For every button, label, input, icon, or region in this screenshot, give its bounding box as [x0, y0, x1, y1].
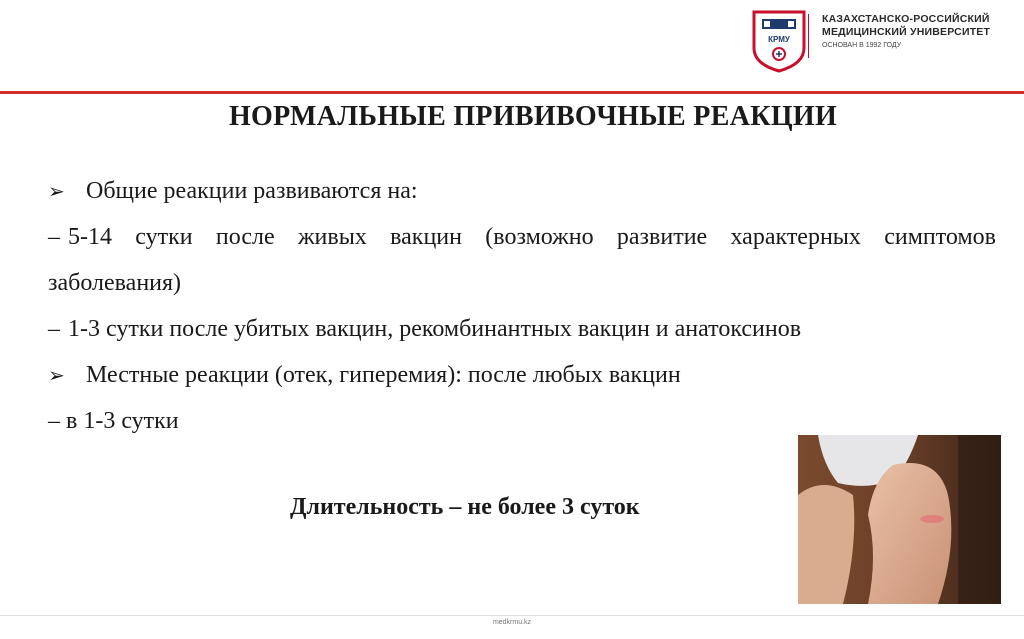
founded-text: ОСНОВАН В 1992 ГОДУ	[822, 42, 902, 49]
arrow-bullet-icon: ➢	[48, 363, 65, 387]
item-local-timing: – в 1-3 сутки	[48, 408, 179, 434]
bullet-text: Общие реакции развиваются на:	[86, 178, 418, 204]
item-live-vaccines	[48, 214, 996, 306]
injection-site-photo	[798, 435, 1001, 604]
item-text: 5-14 сутки после живых вакцин (возможно развитие характерных симптомов заболевания)	[48, 224, 996, 296]
bullet-local-reactions	[48, 352, 996, 398]
university-logo	[748, 8, 810, 74]
header-divider	[808, 14, 809, 58]
dash-icon: –	[48, 316, 60, 342]
bullet-general-reactions	[48, 168, 996, 214]
university-name-line2: МЕДИЦИНСКИЙ УНИВЕРСИТЕТ	[822, 26, 991, 38]
bullet-text: Местные реакции (отек, гиперемия): после любых вакцин	[86, 362, 681, 388]
dash-icon: –	[48, 224, 60, 250]
university-name	[822, 13, 990, 49]
arrow-bullet-icon: ➢	[48, 179, 65, 203]
logo-text: КРМУ	[768, 35, 790, 44]
slide-title: НОРМАЛЬНЫЕ ПРИВИВОЧНЫЕ РЕАКЦИИ	[228, 101, 838, 132]
header	[0, 0, 1024, 92]
header-red-line	[0, 91, 1024, 94]
slide-content	[48, 168, 996, 444]
university-name-line1: КАЗАХСТАНСКО-РОССИЙСКИЙ	[822, 13, 990, 25]
item-killed-vaccines	[48, 306, 996, 352]
footer-line	[0, 615, 1024, 616]
footer-site[interactable]: medkrmu.kz	[492, 619, 532, 626]
item-text: 1-3 сутки после убитых вакцин, рекомбинантных вакцин и анатоксинов	[68, 316, 802, 342]
duration-note: Длительность – не более 3 суток	[290, 494, 640, 520]
